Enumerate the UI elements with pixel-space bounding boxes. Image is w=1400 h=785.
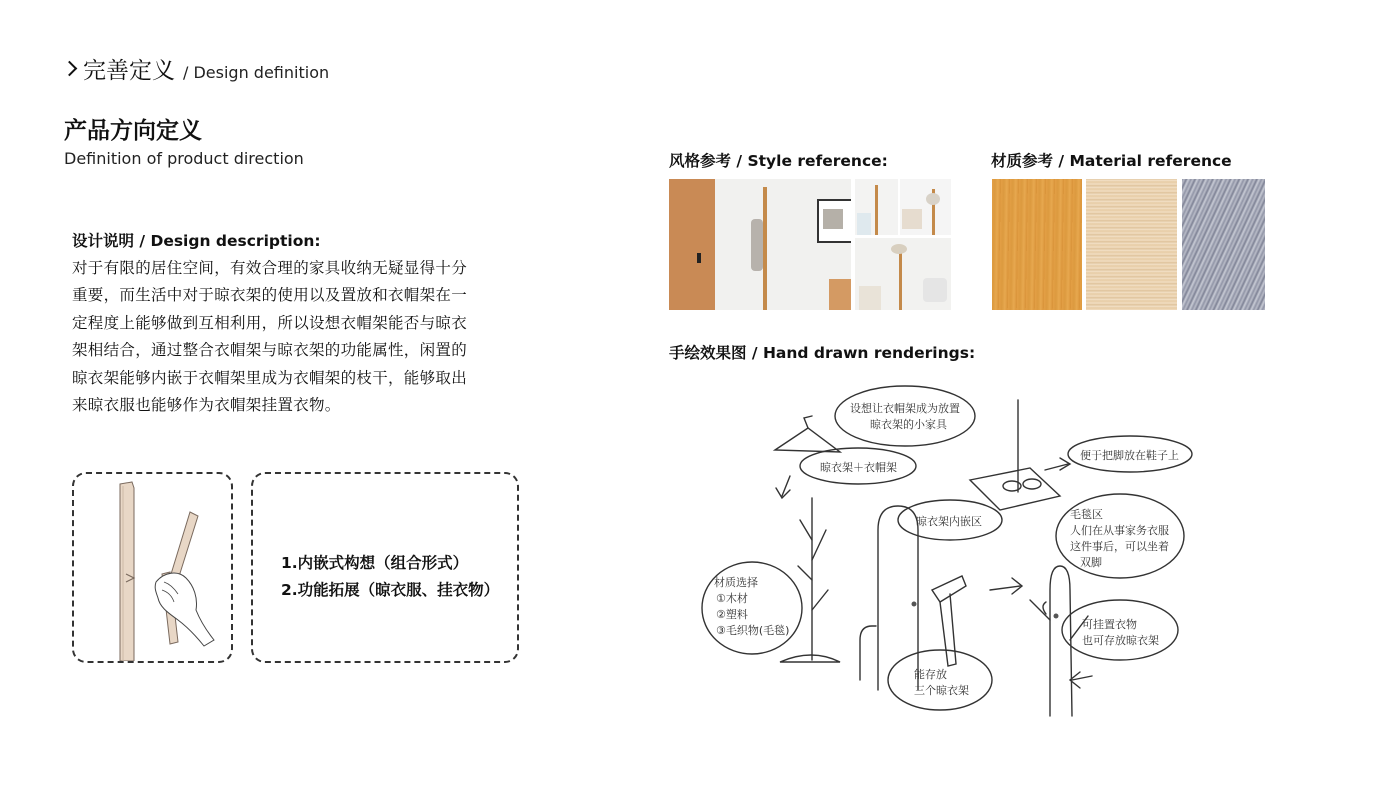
page-title: 产品方向定义 [64,118,202,144]
style-photo-main [669,179,851,310]
sketch-note: 这件事后，可以坐着 [1070,540,1169,553]
section-title-en: / Design definition [183,63,330,82]
description-line: 重要，而生活中对于晾衣架的使用以及置放和衣帽架在一 [72,286,468,305]
sketch-note: 人们在从事家务衣服 [1070,524,1169,537]
material-reference-label: 材质参考 / Material reference [991,152,1232,170]
style-photo-small-2 [900,179,951,235]
sketch-note: ③毛织物(毛毯) [716,624,790,637]
sketch-note: 可挂置衣物 [1082,618,1137,631]
description-line: 对于有限的居住空间，有效合理的家具收纳无疑显得十分 [72,259,468,277]
style-reference-label: 风格参考 / Style reference: [669,152,888,170]
design-description-body [72,255,534,419]
section-heading [64,52,329,85]
description-line: 架相结合，通过整合衣帽架与晾衣架的功能属性，闲置的 [72,341,468,360]
design-description-label: 设计说明 / Design description: [72,232,321,250]
sketch-note: 晾衣架的小家具 [870,418,947,431]
coat-rack-hand-illustration [74,474,231,661]
section-title-zh: 完善定义 [83,58,175,84]
material-swatch-wood-light [1086,179,1177,310]
sketch-note: ②塑料 [716,608,748,621]
sketch-note: 材质选择 [714,576,758,589]
sketch-note: 也可存放晾衣架 [1082,634,1159,647]
sketch-note: 能存放 [914,668,947,681]
chevron-right-icon [62,61,78,77]
sketch-note: 晾衣架＋衣帽架 [820,461,897,474]
sketch-note: 晾衣架内嵌区 [916,515,982,528]
sketch-note: 三个晾衣架 [914,684,969,697]
feature-item: 2.功能拓展（晾衣服、挂衣物） [281,581,500,599]
style-reference-gallery [669,179,951,310]
embedded-concept-illustration [72,472,233,663]
material-swatch-fur-grey [1182,179,1265,310]
hand-drawn-sketch [700,380,1200,725]
hand-drawn-label: 手绘效果图 / Hand drawn renderings: [669,344,976,362]
sketch-note: 便于把脚放在鞋子上 [1080,449,1179,462]
style-photo-small-3 [855,238,951,310]
page-subtitle: Definition of product direction [64,149,304,168]
sketch-note: 毛毯区 [1070,508,1103,521]
sketch-note: 设想让衣帽架成为放置 [850,402,960,415]
material-swatch-wood-orange [992,179,1082,310]
description-line: 定程度上能够做到互相利用，所以设想衣帽架能否与晾衣 [72,313,468,332]
features-box [251,472,519,663]
description-line: 晾衣架能够内嵌于衣帽架里成为衣帽架的枝干，能够取出 [72,368,468,387]
sketch-note: ①木材 [716,592,748,605]
description-line: 来晾衣服也能够作为衣帽架挂置衣物。 [72,396,341,415]
feature-item: 1.内嵌式构想（组合形式） [281,554,469,572]
sketch-note: 双脚 [1080,556,1102,569]
style-photo-small-1 [855,179,898,235]
